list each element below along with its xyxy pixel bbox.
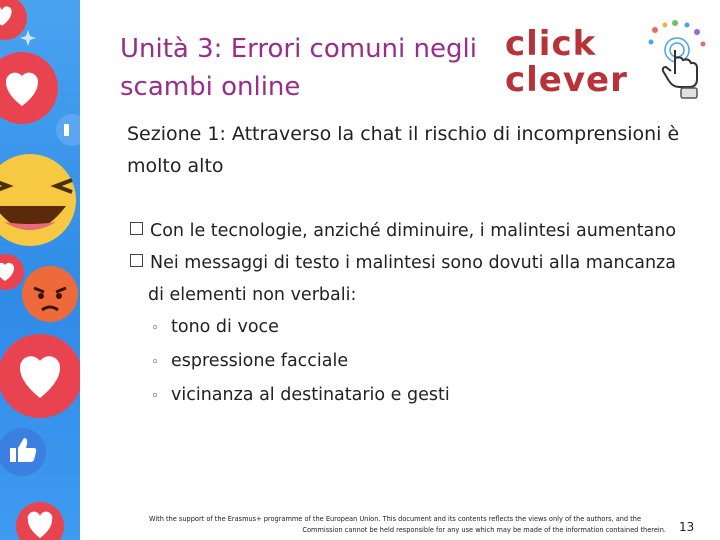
bullet-list — [130, 215, 695, 413]
logo-text-clever: clever — [505, 60, 628, 100]
footer-disclaimer — [120, 514, 670, 536]
heart-icon — [0, 254, 24, 290]
bullet-item — [130, 215, 695, 247]
page-number: 13 — [679, 520, 695, 534]
circle-bullet-icon: ◦ — [151, 355, 159, 370]
sub-bullet-text: tono di voce — [171, 317, 279, 337]
reaction-emojis-graphic — [0, 0, 80, 540]
click-clever-logo — [505, 24, 710, 104]
heart-icon — [0, 0, 27, 40]
sparkle-icon — [20, 30, 36, 46]
decorative-sidebar — [0, 0, 80, 540]
sub-bullet-text: espressione facciale — [171, 351, 349, 371]
sub-bullet-item — [130, 311, 695, 345]
slide-title: Unità 3: Errori comuni negli scambi online — [120, 34, 477, 102]
heart-icon — [0, 52, 58, 124]
section-heading: Sezione 1: Attraverso la chat il rischio di incomprensioni è molto alto — [127, 123, 680, 177]
laughing-emoji-icon — [0, 154, 76, 246]
bullet-continuation: di elementi non verbali: — [148, 285, 357, 305]
sub-bullet-item — [130, 345, 695, 379]
bullet-text: Nei messaggi di testo i malintesi sono dovuti alla mancanza — [150, 253, 676, 273]
bullet-text: Con le tecnologie, anziché diminuire, i malintesi aumentano — [150, 221, 677, 241]
heart-icon — [16, 502, 64, 540]
like-hand-icon — [56, 114, 80, 146]
sub-bullet-item — [130, 379, 695, 413]
angry-emoji-icon — [22, 266, 78, 322]
sub-bullet-text: vicinanza al destinatario e gesti — [171, 385, 450, 405]
heart-icon — [0, 334, 80, 418]
footer-line: With the support of the Erasmus+ programme of the European Union. This document and its contents reflects the views only of the authors, and the — [148, 515, 642, 523]
bullet-item — [130, 247, 695, 279]
checkbox-bullet-icon — [130, 254, 143, 267]
touch-hand-icon — [645, 20, 709, 100]
checkbox-bullet-icon — [130, 222, 143, 235]
thumbs-up-icon — [0, 428, 46, 476]
footer-line: Commission cannot be held responsible for any use which may be made of the information contained therein. — [302, 526, 666, 534]
logo-text-click: click — [505, 24, 597, 64]
circle-bullet-icon: ◦ — [151, 321, 159, 336]
circle-bullet-icon: ◦ — [151, 389, 159, 404]
